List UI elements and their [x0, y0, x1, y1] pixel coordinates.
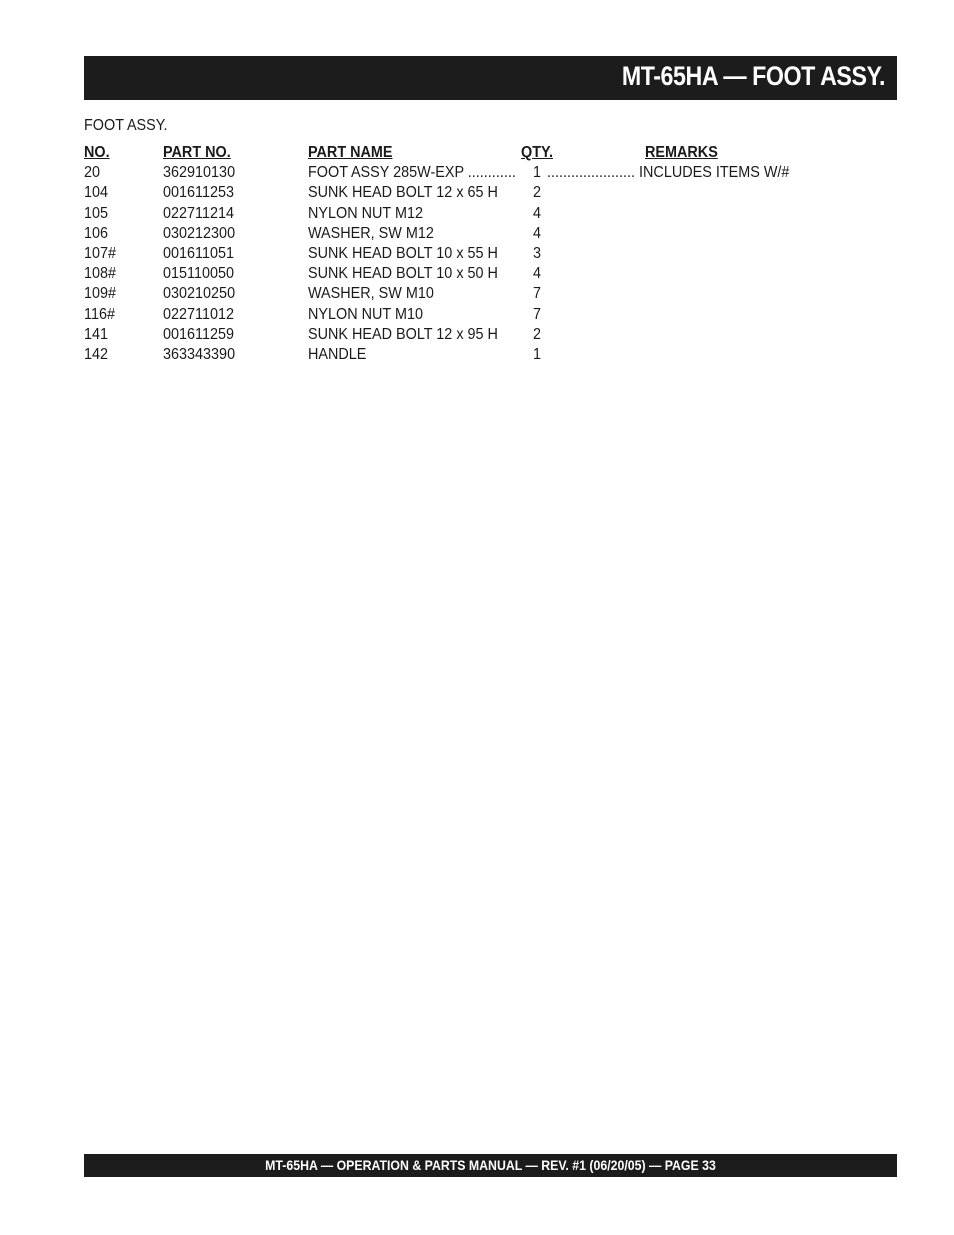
table-row	[84, 204, 844, 224]
page-footer-text: MT-65HA — OPERATION & PARTS MANUAL — REV. #1 (06/20/05) — PAGE 33	[265, 1157, 716, 1173]
table-row	[84, 345, 844, 365]
page-title: MT-65HA — FOOT ASSY.	[621, 61, 885, 91]
cell-remarks: ...................... INCLUDES ITEMS W/#	[547, 164, 790, 182]
cell-part-no: 015110050	[163, 265, 235, 283]
table-row	[84, 244, 844, 264]
cell-no: 104	[84, 184, 109, 202]
cell-no: 116#	[84, 305, 115, 323]
cell-part-no: 001611051	[163, 244, 235, 262]
cell-part-no: 022711214	[163, 204, 235, 222]
cell-qty: 7	[533, 285, 542, 303]
cell-no: 142	[84, 345, 109, 363]
cell-part-no: 001611253	[163, 184, 235, 202]
cell-part-no: 030212300	[163, 224, 236, 242]
table-row	[84, 264, 844, 284]
cell-part-name: NYLON NUT M10	[308, 305, 423, 323]
column-header-part-no: PART NO.	[163, 144, 231, 161]
cell-part-no: 362910130	[163, 164, 236, 182]
cell-part-name: SUNK HEAD BOLT 12 x 95 H	[308, 325, 498, 343]
cell-part-name: SUNK HEAD BOLT 12 x 65 H	[308, 184, 498, 202]
cell-part-no: 001611259	[163, 325, 235, 343]
cell-part-name: FOOT ASSY 285W-EXP ............	[308, 164, 516, 182]
cell-part-name: WASHER, SW M12	[308, 224, 434, 242]
cell-part-name: WASHER, SW M10	[308, 285, 434, 303]
cell-part-no: 030210250	[163, 285, 236, 303]
cell-no: 141	[84, 325, 109, 343]
cell-qty: 4	[533, 224, 542, 242]
column-header-remarks: REMARKS	[645, 144, 718, 161]
cell-qty: 3	[533, 244, 542, 262]
parts-table	[84, 143, 844, 365]
cell-part-name: SUNK HEAD BOLT 10 x 55 H	[308, 244, 498, 262]
column-header-qty: QTY.	[521, 144, 554, 161]
cell-no: 108#	[84, 265, 117, 283]
table-row	[84, 163, 844, 183]
cell-part-name: SUNK HEAD BOLT 10 x 50 H	[308, 265, 498, 283]
cell-qty: 7	[533, 305, 542, 323]
cell-no: 109#	[84, 285, 117, 303]
cell-qty: 1	[533, 164, 542, 182]
cell-qty: 2	[533, 184, 542, 202]
cell-part-name: HANDLE	[308, 345, 367, 363]
cell-no: 106	[84, 224, 109, 242]
column-header-no: NO.	[84, 144, 110, 161]
table-header-row	[84, 143, 844, 163]
cell-no: 105	[84, 204, 109, 222]
table-row	[84, 325, 844, 345]
page-footer-bar	[84, 1154, 897, 1177]
section-label: FOOT ASSY.	[84, 117, 168, 134]
cell-part-name: NYLON NUT M12	[308, 204, 423, 222]
cell-no: 107#	[84, 244, 117, 262]
column-header-part-name: PART NAME	[308, 144, 393, 161]
cell-qty: 1	[533, 345, 542, 363]
table-row	[84, 305, 844, 325]
cell-part-no: 022711012	[163, 305, 235, 323]
table-row	[84, 284, 844, 304]
page-header-bar	[84, 56, 897, 100]
cell-qty: 2	[533, 325, 542, 343]
cell-part-no: 363343390	[163, 345, 236, 363]
cell-qty: 4	[533, 204, 542, 222]
table-row	[84, 224, 844, 244]
cell-no: 20	[84, 164, 101, 182]
cell-qty: 4	[533, 265, 542, 283]
table-row	[84, 183, 844, 203]
